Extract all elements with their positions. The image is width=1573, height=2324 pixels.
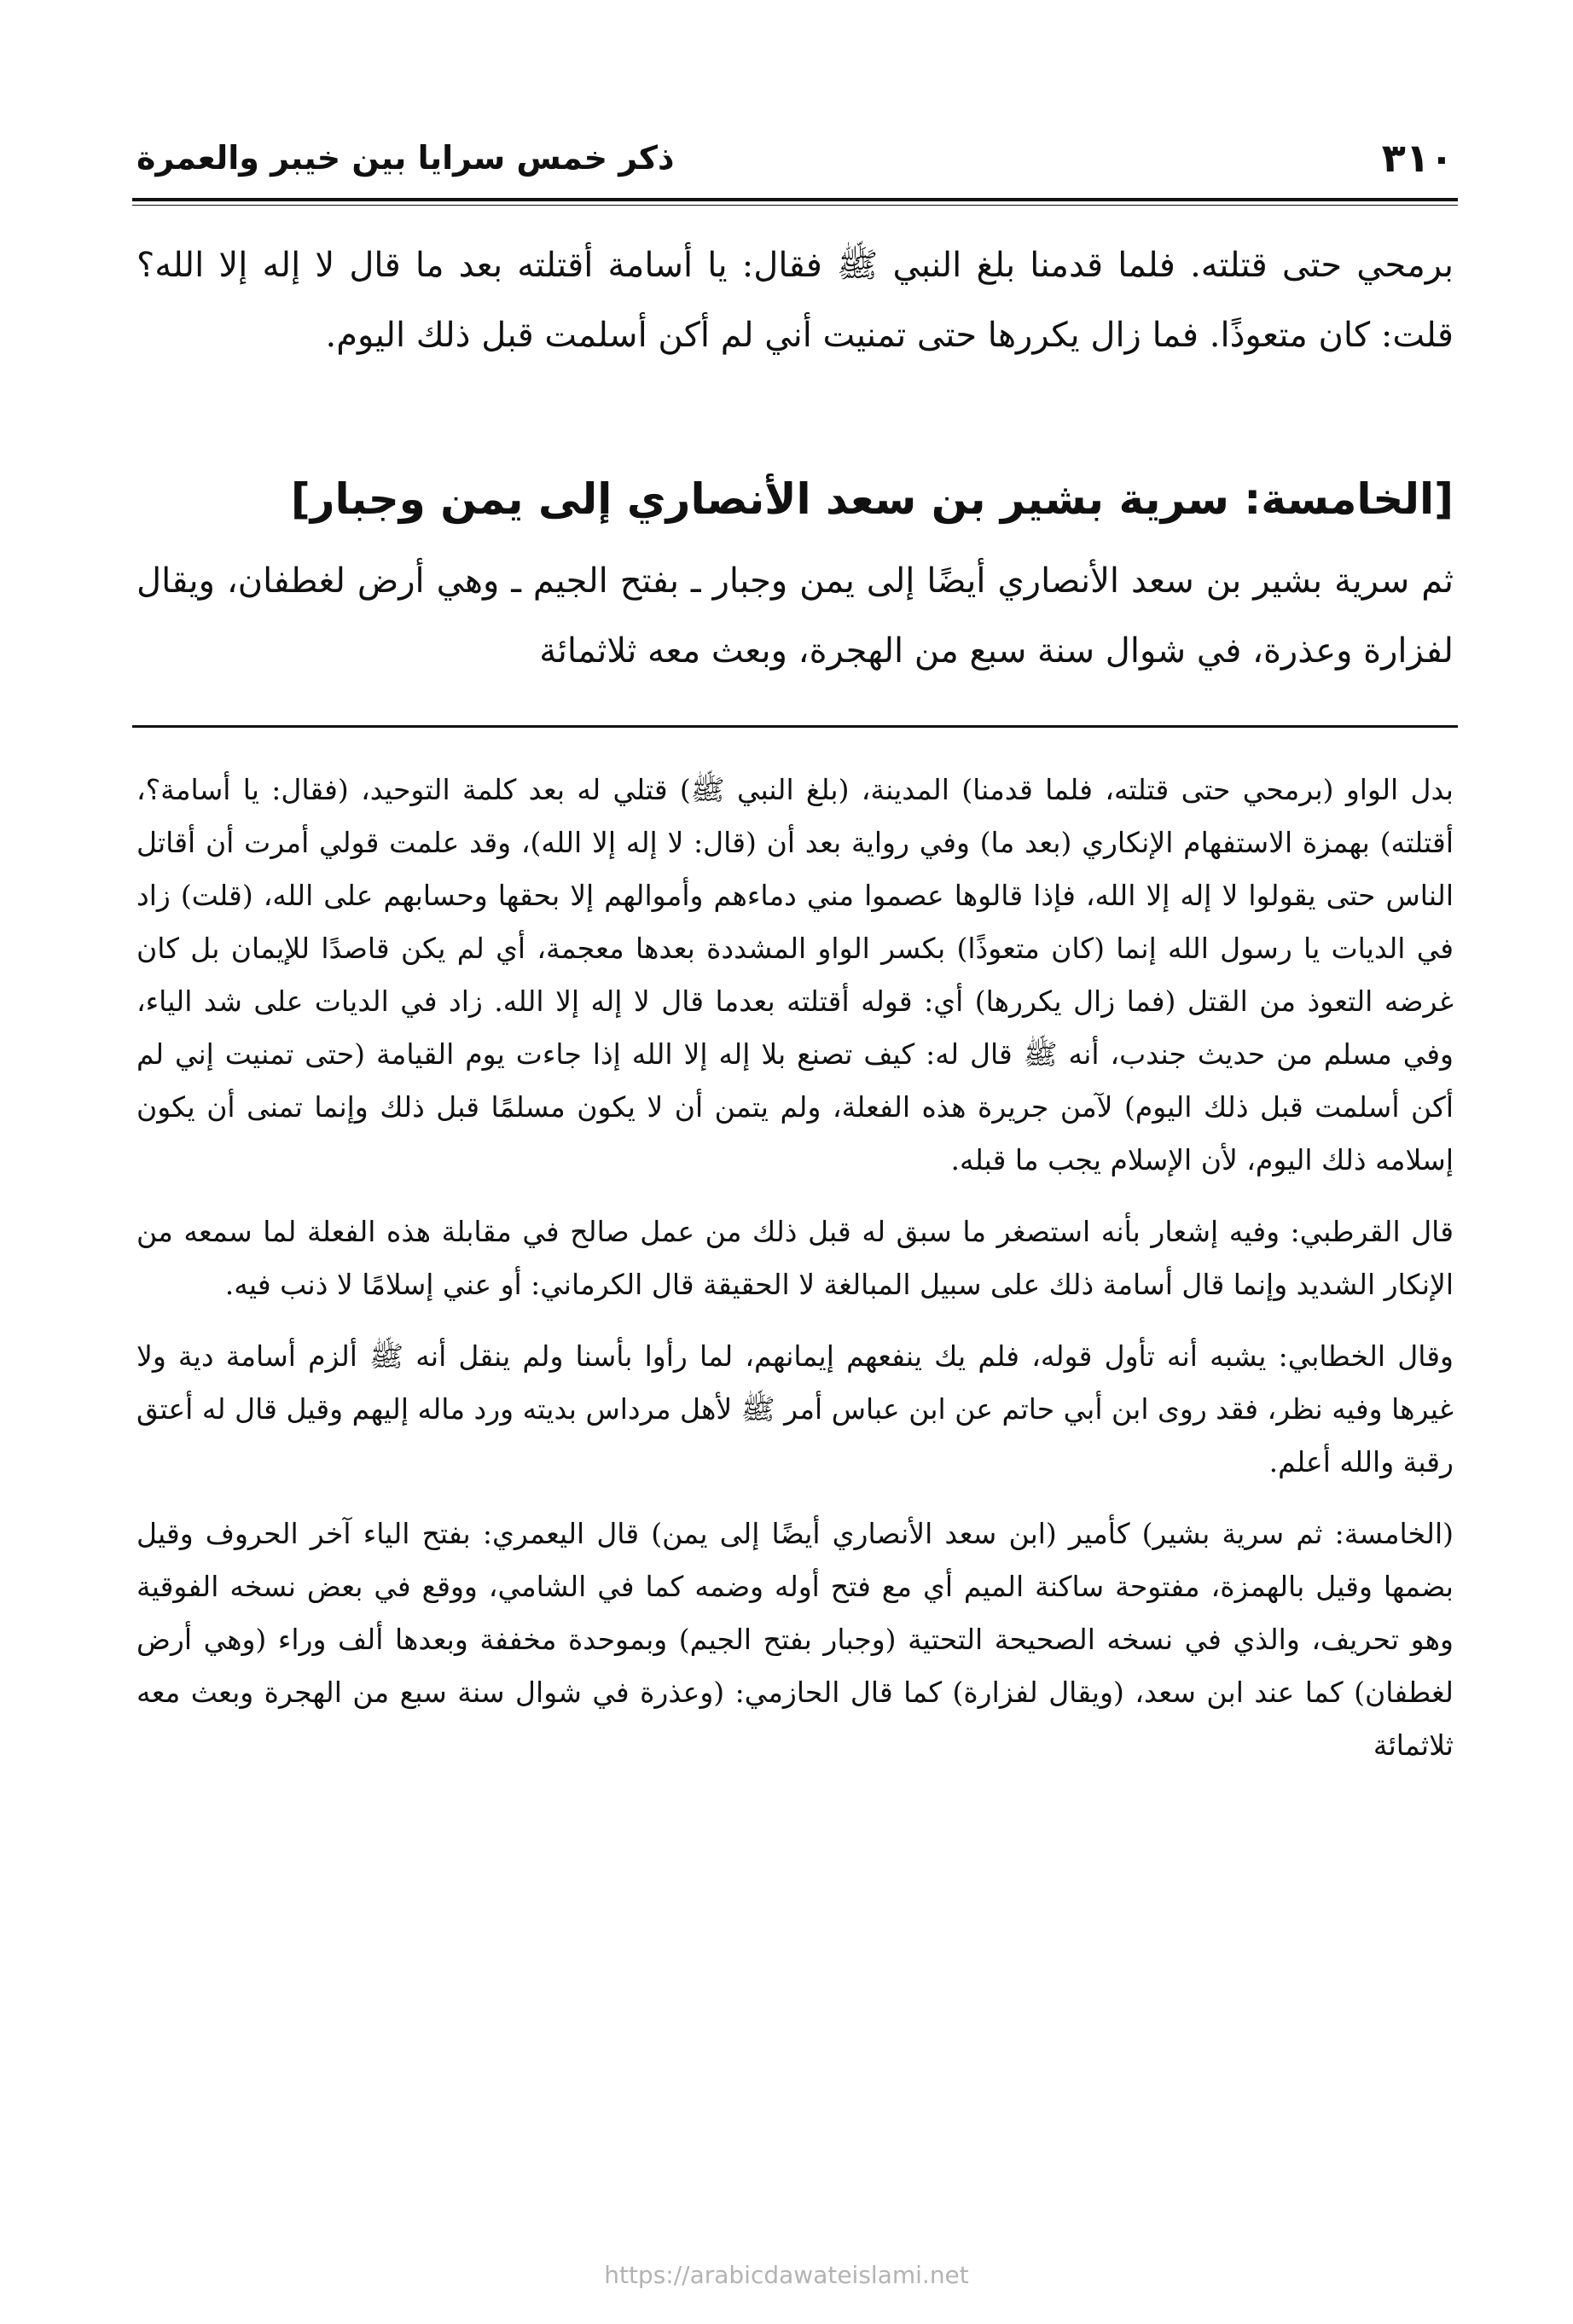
footnote-divider xyxy=(132,725,1458,728)
page-number: ٣١٠ xyxy=(1381,135,1454,181)
running-title: ذكر خمس سرايا بين خيبر والعمرة xyxy=(136,139,675,177)
commentary-paragraph: بدل الواو (برمحي حتى قتلته، فلما قدمنا) المدينة، (بلغ النبي ﷺ) قتلي له بعد كلمة التوحيد، (فقال: يا أسامة؟، أقتلته) بهمزة الاستفهام الإنكاري (بعد ما) وفي رواية بعد أن (قال: لا إله إلا الله)، وقد علمت قولي أمرت أن أقاتل الناس حتى يقولوا لا إله إلا الله، فإذا قالوها عصموا مني دماءهم وأموالهم إلا بحقها وحسابهم على الله، (قلت) زاد في الديات يا رسول الله إنما (كان متعوذًا) بكسر الواو المشددة بعدها معجمة، أي لم يكن قاصدًا للإيمان بل كان غرضه التعوذ من القتل (فما زال يكررها) أي: قوله أقتلته بعدما قال لا إله إلا الله. زاد في الديات على شد الياء، وفي مسلم من حديث جندب، أنه ﷺ قال له: كيف تصنع بلا إله إلا الله إذا جاءت يوم القيامة (حتى تمنيت إني لم أكن أسلمت قبل ذلك اليوم) لآمن جريرة هذه الفعلة، ولم يتمن أن لا يكون مسلمًا قبل ذلك وإنما تمنى أن يكون إسلامه ذلك اليوم، لأن الإسلام يجب ما قبله. xyxy=(136,773,1454,1177)
section-heading: [الخامسة: سرية بشير بن سعد الأنصاري إلى يمن وجبار] xyxy=(290,474,1454,524)
main-text xyxy=(136,230,1454,370)
main-paragraph: برمحي حتى قتلته. فلما قدمنا بلغ النبي ﷺ فقال: يا أسامة أقتلته بعد ما قال لا إله إلا الله؟ قلت: كان متعوذًا. فما زال يكررها حتى تمنيت أني لم أكن أسلمت قبل ذلك اليوم. xyxy=(136,246,1454,355)
commentary-paragraph: قال القرطبي: وفيه إشعار بأنه استصغر ما سبق له قبل ذلك من عمل صالح في مقابلة هذه الفعلة لما سمعه من الإنكار الشديد وإنما قال أسامة ذلك على سبيل المبالغة لا الحقيقة قال الكرماني: أو عني إسلامًا لا ذنب فيه. xyxy=(136,1215,1454,1301)
header-rule-thin xyxy=(132,205,1458,206)
header-rule xyxy=(132,198,1458,201)
section-paragraph: ثم سرية بشير بن سعد الأنصاري أيضًا إلى يمن وجبار ـ بفتح الجيم ـ وهي أرض لغطفان، ويقال لفزارة وعذرة، في شوال سنة سبع من الهجرة، وبعث معه ثلاثمائة xyxy=(136,561,1454,671)
running-header xyxy=(136,128,1454,188)
commentary xyxy=(136,764,1454,1791)
watermark: https://arabicdawateislami.net xyxy=(604,2261,969,2289)
commentary-paragraph: (الخامسة: ثم سرية بشير) كأمير (ابن سعد الأنصاري أيضًا إلى يمن) قال اليعمري: بفتح الياء آخر الحروف وقيل بضمها وقيل بالهمزة، مفتوحة ساكنة الميم أي مع فتح أوله وضمه كما في الشامي، ووقع في بعض نسخه الفوقية وهو تحريف، والذي في نسخه الصحيحة التحتية (وجبار بفتح الجيم) وبموحدة مخففة وبعدها ألف وراء (وهي أرض لغطفان) كما عند ابن سعد، (ويقال لفزارة) كما قال الحازمي: (وعذرة في شوال سنة سبع من الهجرة وبعث معه ثلاثمائة xyxy=(136,1517,1454,1762)
commentary-paragraph: وقال الخطابي: يشبه أنه تأول قوله، فلم يك ينفعهم إيمانهم، لما رأوا بأسنا ولم ينقل أنه ﷺ ألزم أسامة دية ولا غيرها وفيه نظر، فقد روى ابن أبي حاتم عن ابن عباس أمر ﷺ لأهل مرداس بديته ورد ماله إليهم وقيل قال له أعتق رقبة والله أعلم. xyxy=(136,1339,1454,1479)
